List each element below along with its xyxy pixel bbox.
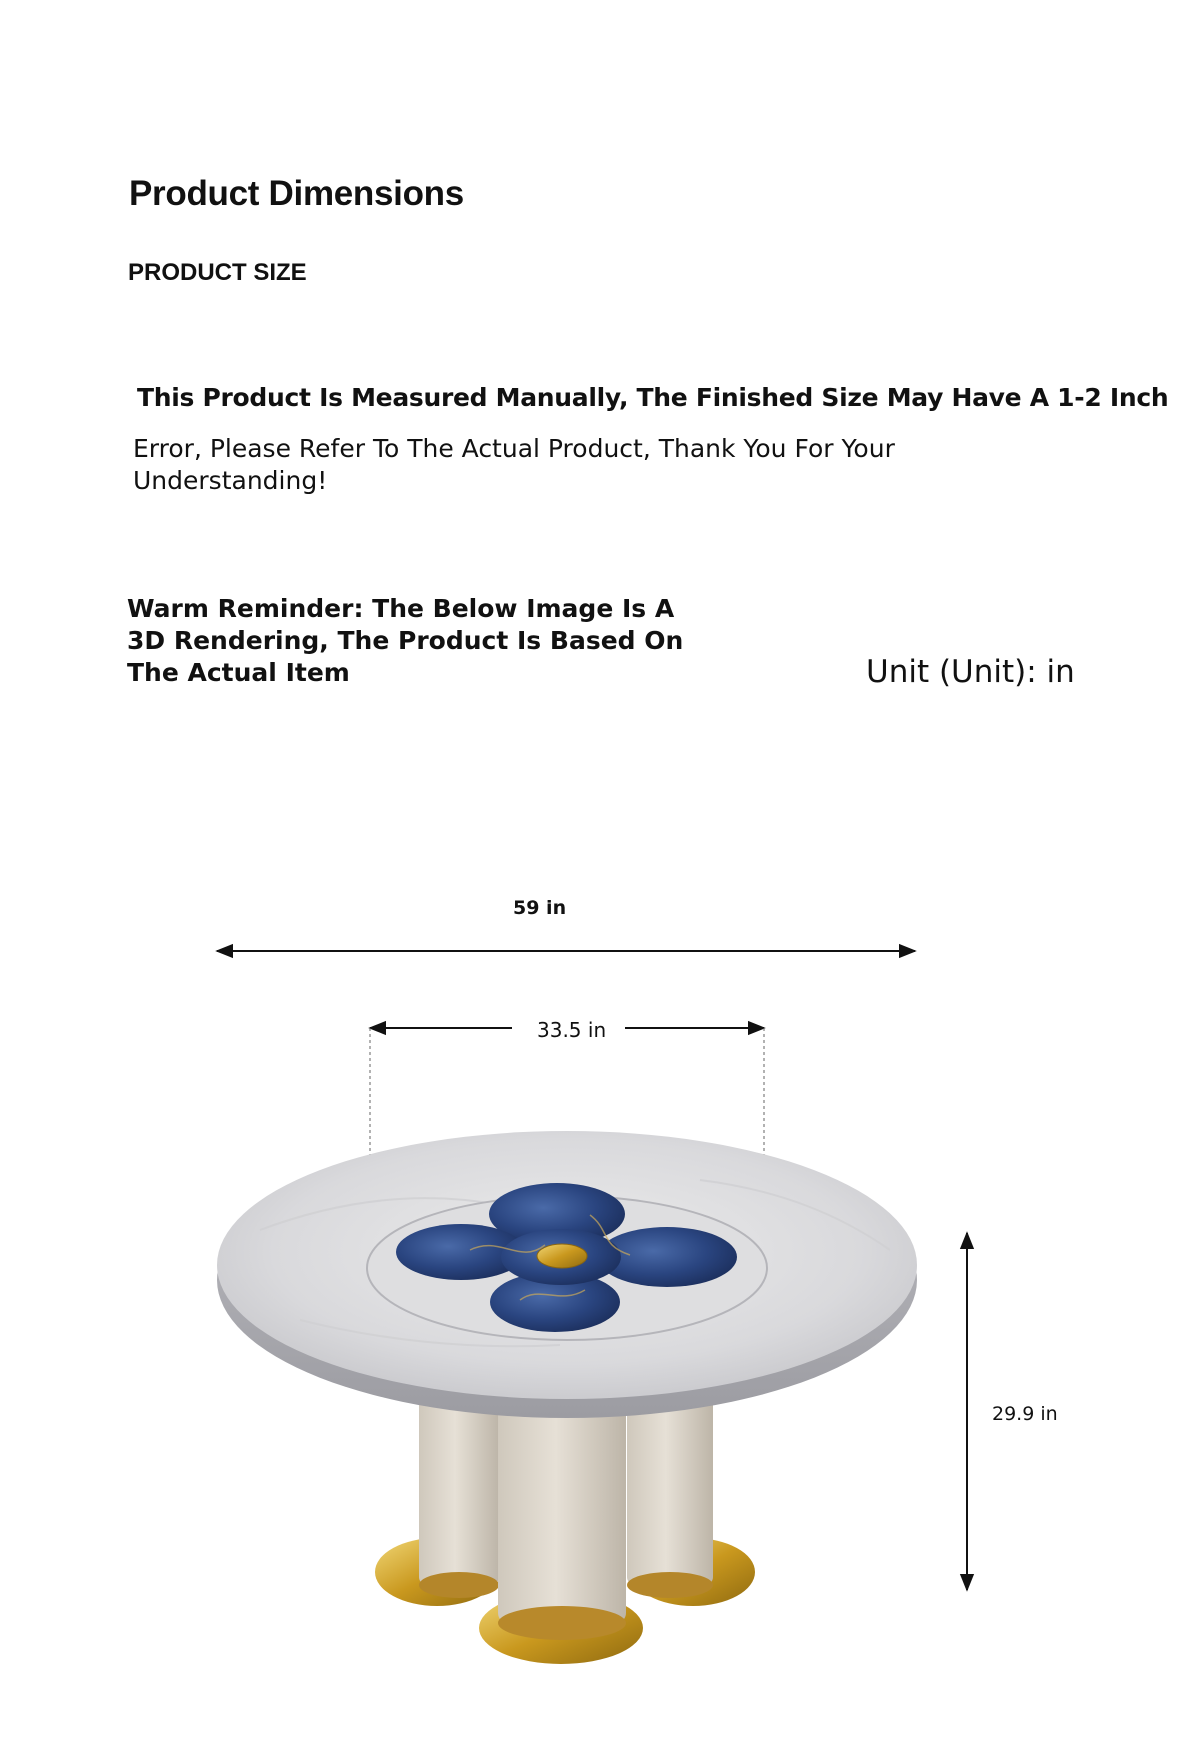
table-leg-front [498, 1405, 626, 1623]
center-cap [537, 1244, 587, 1268]
unit-label: Unit (Unit): in [866, 654, 1075, 690]
inner-diameter-label: 33.5 in [537, 1018, 607, 1042]
notice-line-1: This Product Is Measured Manually, The Finished Size May Have A 1-2 Inch [137, 383, 1169, 412]
notice-line-2: Error, Please Refer To The Actual Product, Thank You For Your Understanding! [133, 434, 895, 495]
rendering-reminder: Warm Reminder: The Below Image Is A 3D Rendering, The Product Is Based On The Actual Item [127, 594, 684, 687]
section-subtitle: PRODUCT SIZE [128, 259, 307, 286]
page-title: Product Dimensions [129, 174, 464, 213]
width-label: 59 in [513, 897, 567, 919]
table-leg-right [627, 1395, 713, 1585]
height-label: 29.9 in [992, 1403, 1058, 1425]
table-leg-left [419, 1395, 499, 1585]
